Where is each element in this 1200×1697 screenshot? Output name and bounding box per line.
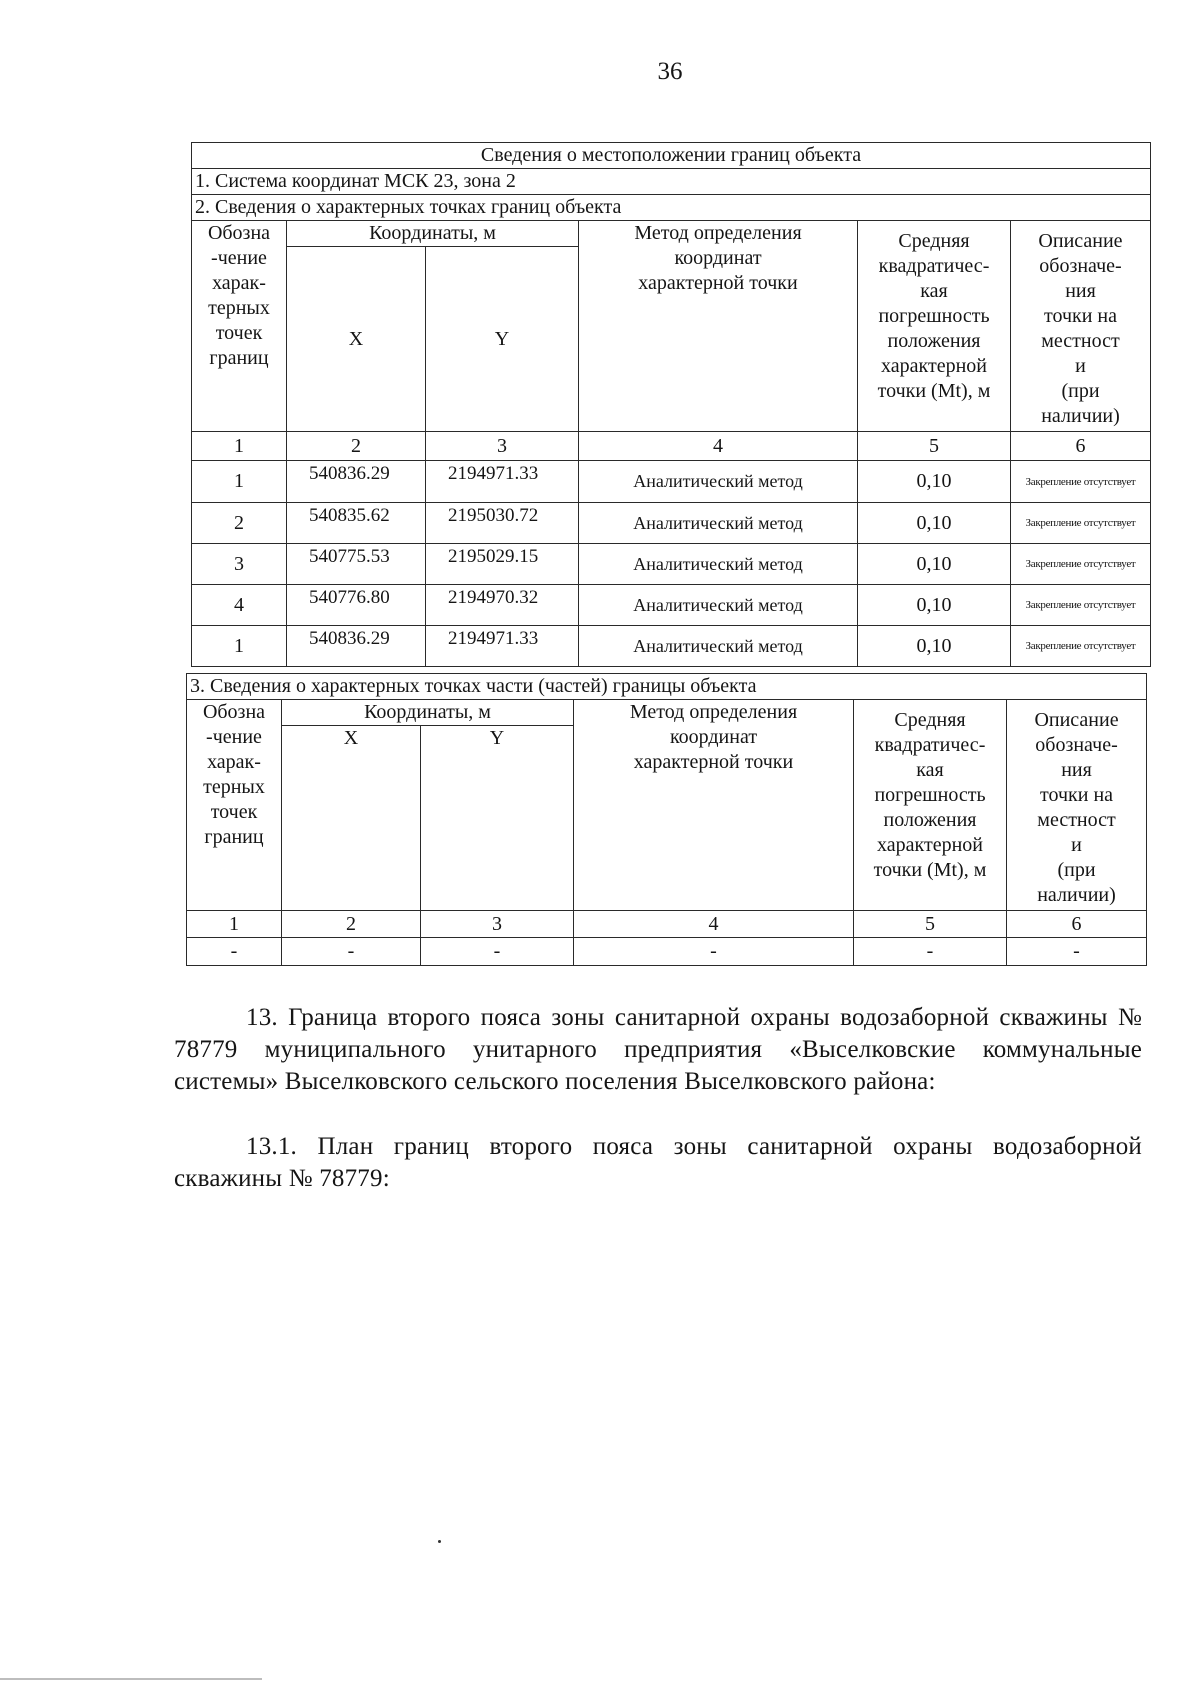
coordinate-x: 540836.29 (287, 626, 426, 667)
point-id: 1 (192, 461, 287, 503)
empty-cell: - (187, 938, 282, 966)
header-description: Описание обозначе- ния точки на местност и (при наличии) (1007, 700, 1147, 911)
description-cell: Закрепление отсутствует (1011, 461, 1151, 503)
header-error: Средняя квадратичес- кая погрешность положения характерной точки (Mt), м (858, 221, 1011, 432)
header-error: Средняя квадратичес- кая погрешность положения характерной точки (Mt), м (854, 700, 1007, 911)
column-number: 2 (287, 432, 426, 461)
column-number: 1 (187, 911, 282, 938)
error-value: 0,10 (858, 544, 1011, 585)
section-2-heading: 2. Сведения о характерных точках границ объекта (192, 195, 1151, 221)
header-designation: Обозна -чение харак- терных точек границ (187, 700, 282, 911)
method-cell: Аналитический метод (579, 544, 858, 585)
header-description: Описание обозначе- ния точки на местност и (при наличии) (1011, 221, 1151, 432)
header-x: X (282, 726, 421, 911)
method-cell: Аналитический метод (579, 585, 858, 626)
header-designation: Обозна -чение харак- терных точек границ (192, 221, 287, 432)
column-number: 6 (1007, 911, 1147, 938)
column-number: 5 (858, 432, 1011, 461)
coordinate-system-row: 1. Система координат МСК 23, зона 2 (192, 169, 1151, 195)
column-number: 3 (421, 911, 574, 938)
header-coordinates: Координаты, м (287, 221, 579, 247)
table-title: Сведения о местоположении границ объекта (192, 143, 1151, 169)
coordinate-x: 540775.53 (287, 544, 426, 585)
column-number: 4 (579, 432, 858, 461)
empty-cell: - (282, 938, 421, 966)
method-cell: Аналитический метод (579, 626, 858, 667)
paragraph-13: 13. Граница второго пояса зоны санитарной охраны водозаборной скважины № 78779 муниципального унитарного предприятия «Выселковские коммунальные системы» Выселковского сельского поселения Выселковского района: (174, 1004, 1142, 1095)
column-number: 2 (282, 911, 421, 938)
header-y: Y (421, 726, 574, 911)
paragraph-13-1: 13.1. План границ второго пояса зоны санитарной охраны водозаборной скважины № 78779: (174, 1133, 1142, 1192)
coordinate-y: 2195030.72 (426, 503, 579, 544)
header-method: Метод определения координат характерной точки (574, 700, 854, 911)
empty-cell: - (421, 938, 574, 966)
page-number: 36 (657, 58, 683, 85)
error-value: 0,10 (858, 626, 1011, 667)
empty-cell: - (1007, 938, 1147, 966)
column-number: 5 (854, 911, 1007, 938)
scan-edge-line (0, 1678, 262, 1680)
coordinate-x: 540836.29 (287, 461, 426, 503)
description-cell: Закрепление отсутствует (1011, 626, 1151, 667)
object-part-boundary-table (186, 673, 1147, 966)
error-value: 0,10 (858, 585, 1011, 626)
table-row (192, 585, 1151, 626)
error-value: 0,10 (858, 461, 1011, 503)
table-row (187, 938, 1147, 966)
description-cell: Закрепление отсутствует (1011, 503, 1151, 544)
empty-cell: - (854, 938, 1007, 966)
table-row (192, 544, 1151, 585)
coordinate-y: 2194971.33 (426, 626, 579, 667)
empty-cell: - (574, 938, 854, 966)
column-number: 1 (192, 432, 287, 461)
method-cell: Аналитический метод (579, 461, 858, 503)
method-cell: Аналитический метод (579, 503, 858, 544)
header-coordinates: Координаты, м (282, 700, 574, 726)
header-method: Метод определения координат характерной точки (579, 221, 858, 432)
coordinate-x: 540776.80 (287, 585, 426, 626)
section-3-heading: 3. Сведения о характерных точках части (частей) границы объекта (187, 674, 1147, 700)
table-row (192, 626, 1151, 667)
point-id: 2 (192, 503, 287, 544)
description-cell: Закрепление отсутствует (1011, 544, 1151, 585)
point-id: 1 (192, 626, 287, 667)
point-id: 4 (192, 585, 287, 626)
point-id: 3 (192, 544, 287, 585)
column-number: 3 (426, 432, 579, 461)
scan-speck (438, 1540, 441, 1543)
object-boundary-table (191, 142, 1151, 667)
coordinate-y: 2194970.32 (426, 585, 579, 626)
table-row (192, 503, 1151, 544)
coordinate-x: 540835.62 (287, 503, 426, 544)
column-number: 6 (1011, 432, 1151, 461)
coordinate-y: 2195029.15 (426, 544, 579, 585)
table-row (192, 461, 1151, 503)
error-value: 0,10 (858, 503, 1011, 544)
header-x: X (287, 247, 426, 432)
description-cell: Закрепление отсутствует (1011, 585, 1151, 626)
header-y: Y (426, 247, 579, 432)
coordinate-y: 2194971.33 (426, 461, 579, 503)
column-number: 4 (574, 911, 854, 938)
